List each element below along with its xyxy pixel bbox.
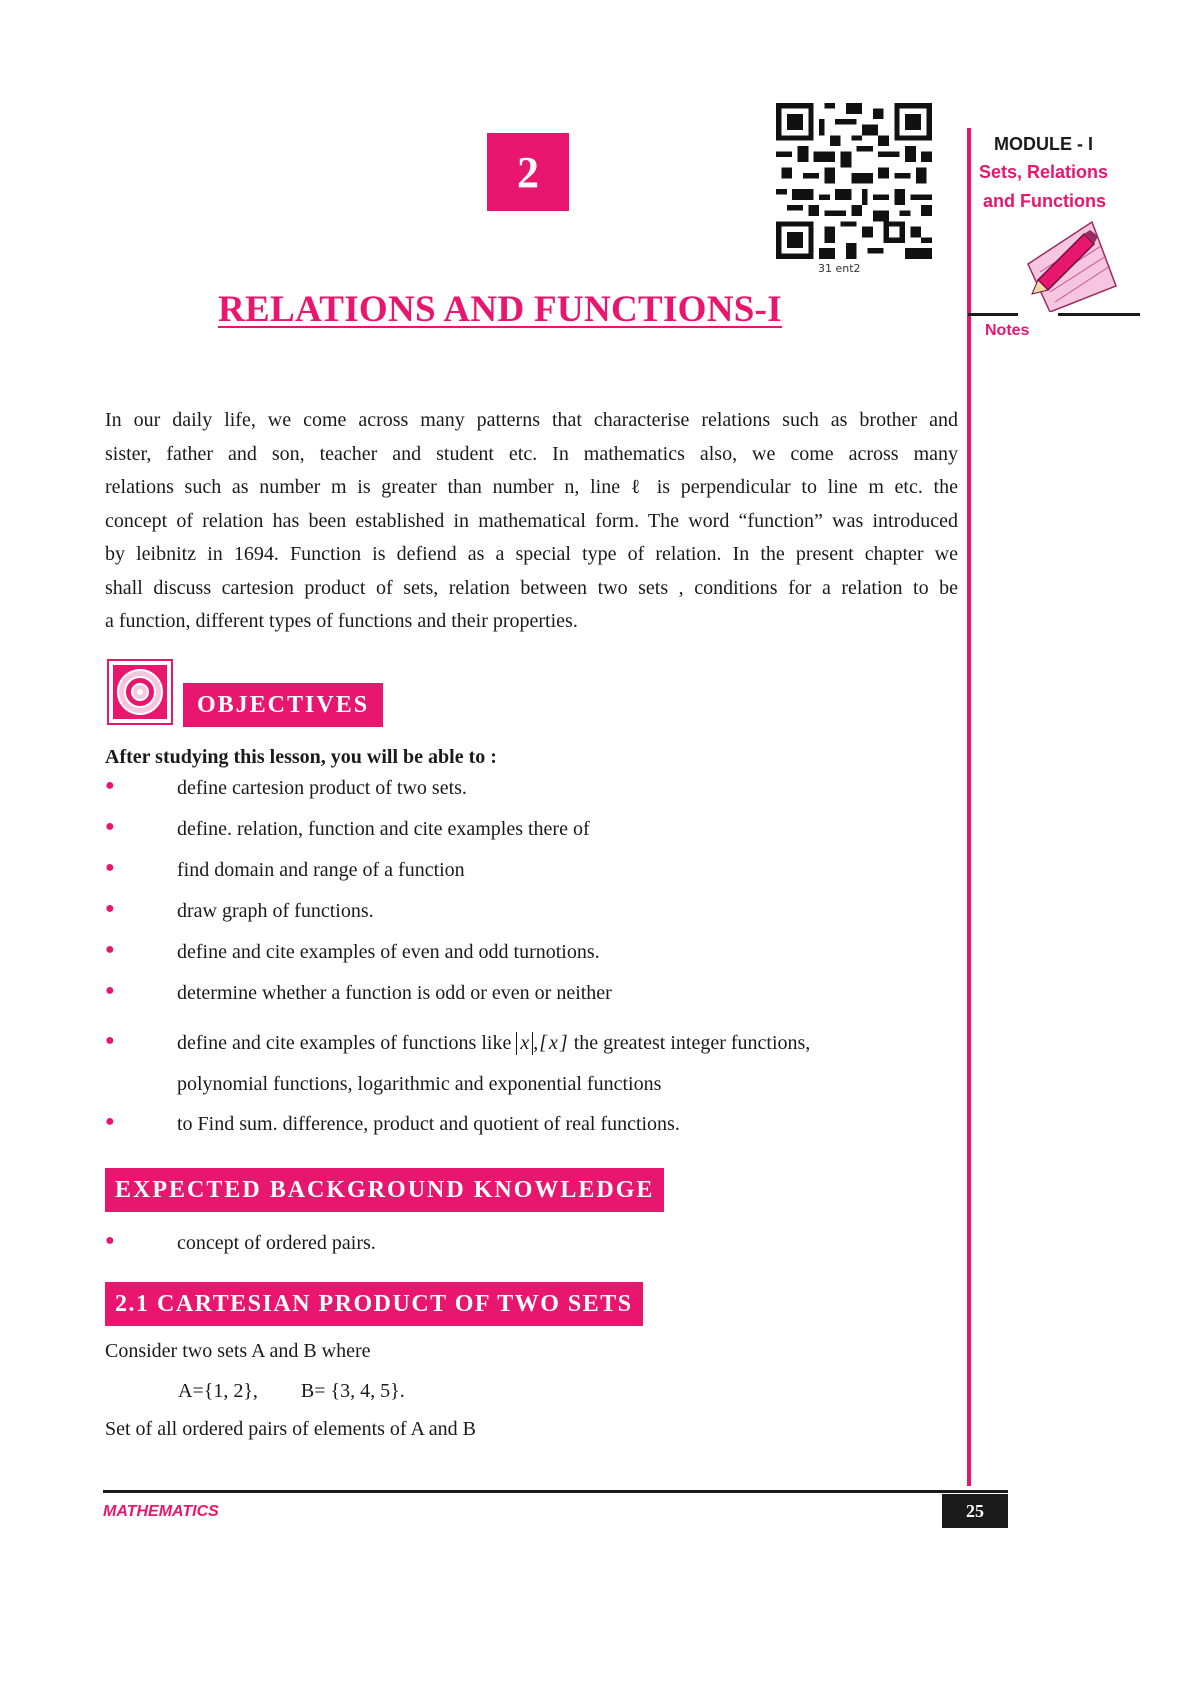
- floor-math-var: x: [549, 1032, 558, 1054]
- chapter-number-box: [487, 133, 569, 211]
- background-text: concept of ordered pairs.: [177, 1232, 376, 1254]
- notes-divider-left: [968, 313, 1018, 316]
- math-separator: ,: [533, 1032, 539, 1054]
- objective-text-suffix: the greatest integer functions,: [573, 1032, 811, 1054]
- intro-line: shall discuss cartesion product of sets, relation between two sets , conditions for a relation to be: [105, 576, 958, 599]
- background-knowledge-heading: EXPECTED BACKGROUND KNOWLEDGE: [105, 1168, 664, 1212]
- bullet-icon: ●: [105, 941, 115, 958]
- intro-paragraph: [105, 404, 958, 639]
- objective-text: to Find sum. difference, product and quotient of real functions.: [177, 1113, 680, 1135]
- chapter-number: 2: [517, 147, 539, 197]
- floor-math-close: ]: [559, 1032, 568, 1054]
- bullet-icon: ●: [105, 1232, 115, 1249]
- chapter-title: RELATIONS AND FUNCTIONS-I: [218, 289, 782, 330]
- bullet-icon: ●: [105, 818, 115, 835]
- set-a-definition: A={1, 2},: [178, 1380, 258, 1402]
- bullet-icon: ●: [105, 1113, 115, 1130]
- objective-text: define and cite examples of functions like: [177, 1032, 512, 1054]
- bullet-icon: ●: [105, 900, 115, 917]
- abs-value-math: x: [516, 1032, 533, 1055]
- intro-line: sister, father and son, teacher and student etc. In mathematics also, we come across many: [105, 442, 958, 465]
- set-b-definition: B= {3, 4, 5}.: [300, 1380, 405, 1402]
- notepad-pencil-icon: [1010, 212, 1120, 312]
- objective-text-with-math: [177, 1032, 810, 1055]
- page-number-text: 25: [966, 1500, 984, 1521]
- objective-text: define and cite examples of even and odd turnotions.: [177, 941, 600, 963]
- section-paragraph: Consider two sets A and B where: [105, 1340, 371, 1362]
- section-heading: 2.1 CARTESIAN PRODUCT OF TWO SETS: [105, 1282, 643, 1326]
- bullet-icon: ●: [105, 1032, 115, 1049]
- module-subtitle-continued: and Functions: [983, 191, 1106, 211]
- floor-math-open: [: [539, 1032, 548, 1054]
- intro-line: by leibnitz in 1694. Function is defiend as a special type of relation. In the present chapter we: [105, 543, 958, 565]
- objective-text: polynomial functions, logarithmic and exponential functions: [177, 1073, 662, 1095]
- bullet-icon: ●: [105, 859, 115, 876]
- footer-divider: [103, 1490, 1008, 1493]
- bullet-icon: ●: [105, 777, 115, 794]
- bullet-icon: ●: [105, 982, 115, 999]
- module-label: MODULE - I: [994, 134, 1093, 154]
- objective-text: define cartesion product of two sets.: [177, 777, 467, 799]
- set-definitions: [178, 1380, 443, 1403]
- intro-line: concept of relation has been established in mathematical form. The word “function” was introduced: [105, 509, 958, 532]
- objective-text: determine whether a function is odd or even or neither: [177, 982, 612, 1004]
- footer-subject: MATHEMATICS: [103, 1503, 219, 1520]
- page-number: [942, 1494, 1008, 1528]
- objective-text: find domain and range of a function: [177, 859, 465, 881]
- intro-line: a function, different types of functions and their properties.: [105, 610, 578, 632]
- margin-divider: [967, 128, 971, 1486]
- notes-divider-right: [1058, 313, 1140, 316]
- intro-line: relations such as number m is greater than number n, line ℓ is perpendicular to line m etc. the: [105, 476, 958, 498]
- objective-text: draw graph of functions.: [177, 900, 374, 922]
- target-icon: [107, 659, 173, 725]
- objective-text: define. relation, function and cite examples there of: [177, 818, 590, 840]
- intro-line: In our daily life, we come across many patterns that characterise relations such as brother and: [105, 409, 958, 431]
- notes-label: Notes: [985, 322, 1030, 339]
- objectives-intro: After studying this lesson, you will be able to :: [105, 746, 497, 768]
- objectives-heading: OBJECTIVES: [183, 683, 383, 727]
- qr-code-icon: [776, 103, 932, 259]
- section-paragraph: Set of all ordered pairs of elements of A and B: [105, 1418, 477, 1440]
- qr-caption: 31 ent2: [818, 262, 861, 275]
- module-subtitle: Sets, Relations: [979, 162, 1109, 182]
